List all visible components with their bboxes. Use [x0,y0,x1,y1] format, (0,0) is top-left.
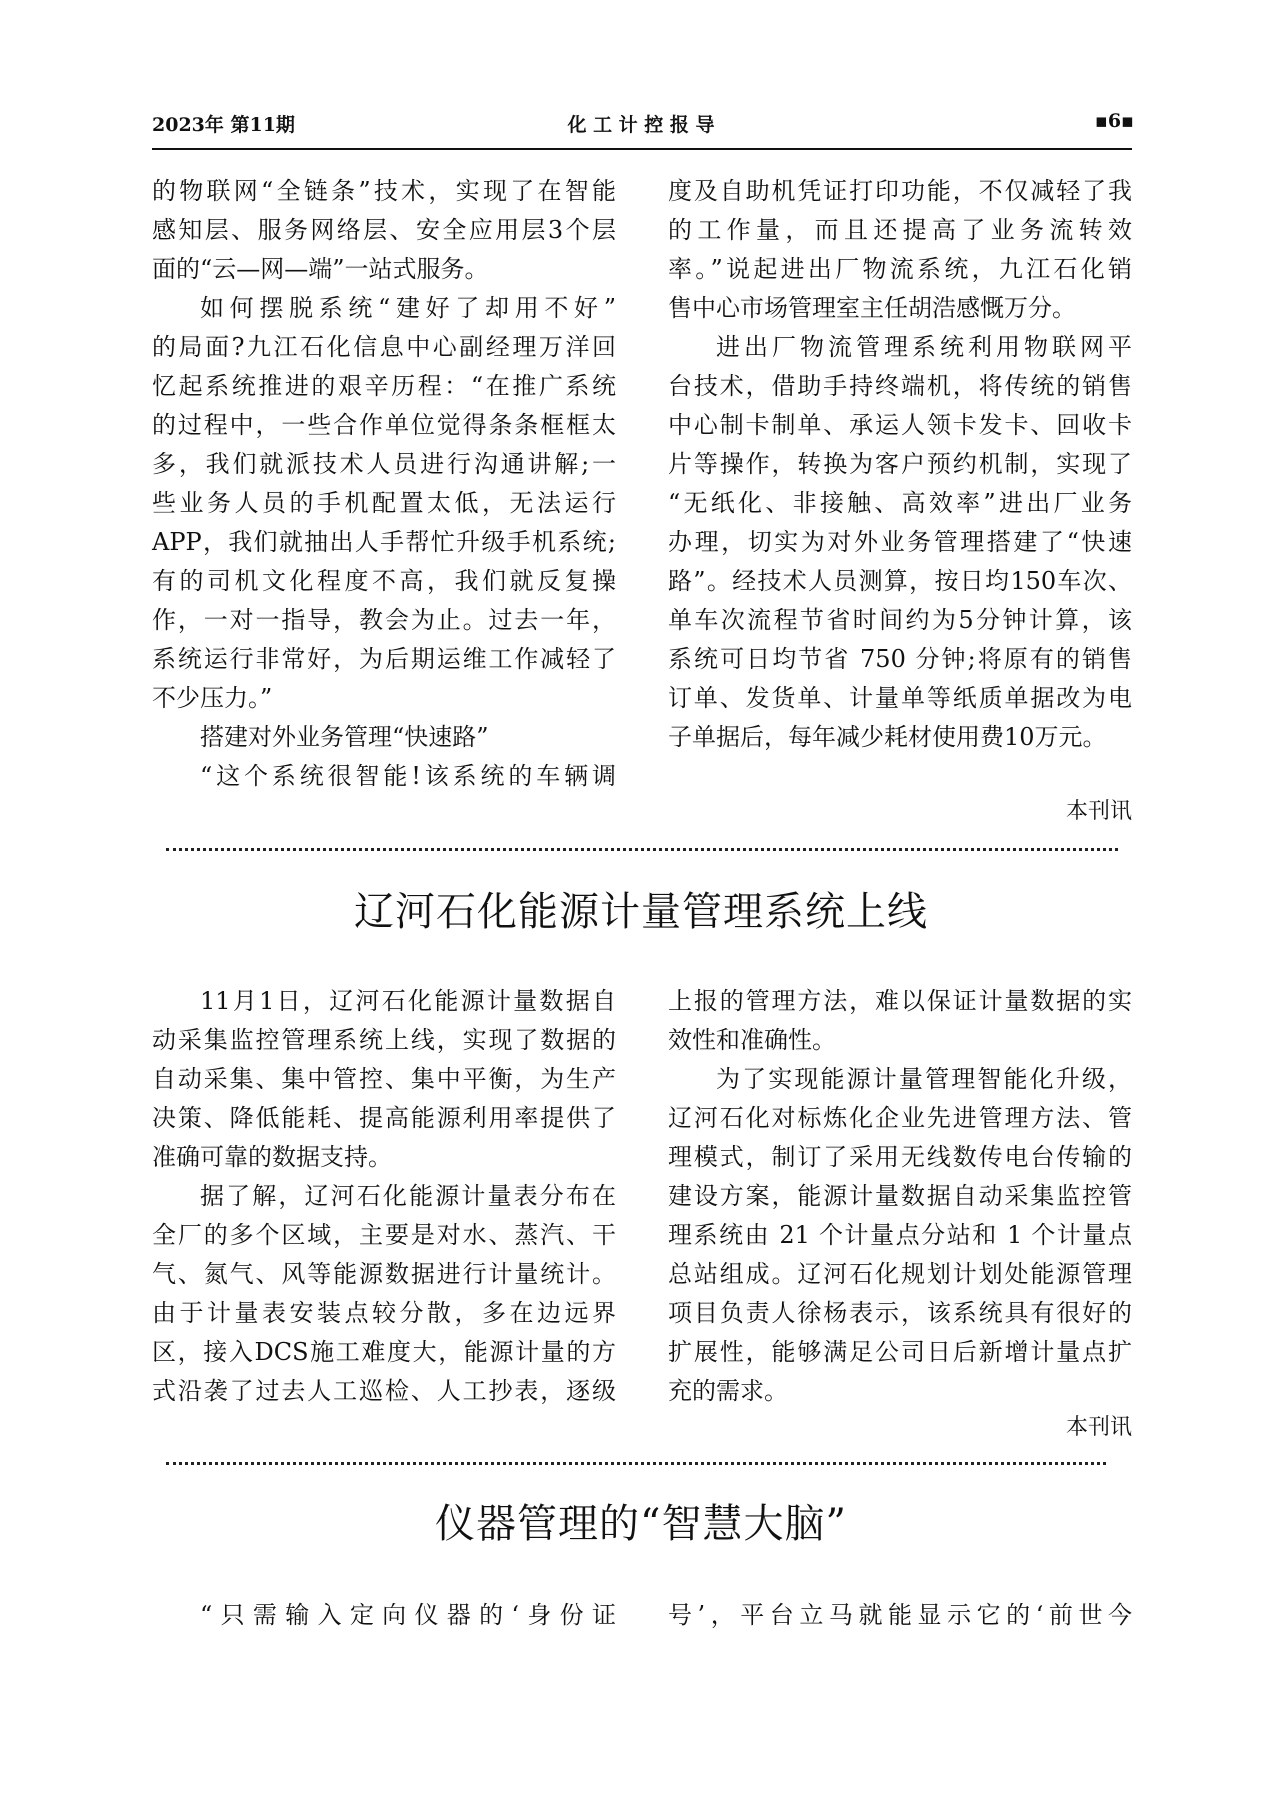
text-line: 中心制卡制单、承运人领卡发卡、回收卡 [668,411,1132,439]
text-line: 的工作量，而且还提高了业务流转效 [668,216,1132,244]
text-line: 据了解，辽河石化能源计量表分布在 [200,1182,616,1210]
text-line: 的过程中，一些合作单位觉得条条框框太 [152,411,616,439]
issue-label: 2023年 第11期 [152,114,295,136]
text-line: 动采集监控管理系统上线，实现了数据的 [152,1026,616,1054]
text-line: 决策、降低能耗、提高能源利用率提供了 [152,1104,616,1132]
text-line: 订单、发货单、计量单等纸质单据改为电 [668,684,1132,712]
text-line: 有的司机文化程度不高，我们就反复操 [152,567,616,595]
text-line: 度及自助机凭证打印功能，不仅减轻了我 [668,177,1132,205]
text-line: 总站组成。辽河石化规划计划处能源管理 [668,1260,1132,1288]
text-line: 售中心市场管理室主任胡浩感慨万分。 [668,294,1076,322]
text-line: 作，一对一指导，教会为止。过去一年， [152,606,616,634]
text-line: 扩展性，能够满足公司日后新增计量点扩 [668,1338,1132,1366]
journal-title: 化 工 计 控 报 导 [567,114,715,136]
text-line: 理系统由 21 个计量点分站和 1 个计量点 [668,1221,1132,1249]
text-line: 区，接入DCS施工难度大，能源计量的方 [152,1338,616,1366]
text-line: 面的“云—网—端”一站式服务。 [152,255,489,283]
text-line: 多，我们就派技术人员进行沟通讲解;一 [152,450,616,478]
page-number: ▪6▪ [1095,110,1134,132]
section-divider [166,1462,1106,1465]
text-line: 准确可靠的数据支持。 [152,1143,392,1171]
text-line: 的物联网“全链条”技术，实现了在智能 [152,177,616,205]
text-line: 不少压力。” [152,684,273,712]
article1-right-column [668,172,1132,757]
subheading: 搭建对外业务管理“快速路” [200,723,489,751]
text-line: “这个系统很智能!该系统的车辆调 [200,762,616,790]
text-line: 项目负责人徐杨表示，该系统具有很好的 [668,1299,1132,1327]
text-line: 充的需求。 [668,1377,788,1405]
text-line: 率。”说起进出厂物流系统，九江石化销 [668,255,1132,283]
article3-title: 仪器管理的“智慧大脑” [435,1501,847,1547]
text-line: 理模式，制订了采用无线数传电台传输的 [668,1143,1132,1171]
text-line: 系统运行非常好，为后期运维工作减轻了 [152,645,616,673]
text-line: 自动采集、集中管控、集中平衡，为生产 [152,1065,616,1093]
text-line: 系统可日均节省 750 分钟;将原有的销售 [668,645,1132,673]
article1-source: 本刊讯 [1065,799,1132,824]
text-line: 单车次流程节省时间约为5分钟计算，该 [668,606,1132,634]
text-line: 式沿袭了过去人工巡检、人工抄表，逐级 [152,1377,616,1405]
article2-source: 本刊讯 [1065,1415,1132,1440]
section-divider [166,848,1118,851]
text-line: 辽河石化对标炼化企业先进管理方法、管 [668,1104,1132,1132]
text-line: 路”。经技术人员测算，按日均150车次、 [668,567,1132,595]
text-line: “只需输入定向仪器的‘身份证 [200,1601,616,1629]
text-line: 片等操作，转换为客户预约机制，实现了 [668,450,1132,478]
article2-right-column [668,982,1132,1411]
header-rule [152,148,1132,150]
text-line: 忆起系统推进的艰辛历程：“在推广系统 [152,372,616,400]
text-line: 感知层、服务网络层、安全应用层3个层 [152,216,616,244]
text-line: 上报的管理方法，难以保证计量数据的实 [668,987,1132,1015]
article3-left-column [152,1596,616,1635]
text-line: 如何摆脱系统“建好了却用不好” [200,294,616,322]
article3-right-column [668,1596,1132,1635]
text-line: 子单据后，每年减少耗材使用费10万元。 [668,723,1107,751]
text-line: 号’，平台立马就能显示它的‘前世今 [668,1601,1132,1629]
text-line: APP，我们就抽出人手帮忙升级手机系统; [152,528,616,556]
text-line: 办理，切实为对外业务管理搭建了“快速 [668,528,1132,556]
article1-left-column [152,172,616,796]
text-line: 建设方案，能源计量数据自动采集监控管 [668,1182,1132,1210]
text-line: 由于计量表安装点较分散，多在边远界 [152,1299,616,1327]
text-line: 效性和准确性。 [668,1026,836,1054]
text-line: 台技术，借助手持终端机，将传统的销售 [668,372,1132,400]
text-line: 为了实现能源计量管理智能化升级， [716,1065,1132,1093]
text-line: 全厂的多个区域，主要是对水、蒸汽、干 [152,1221,616,1249]
text-line: 些业务人员的手机配置太低，无法运行 [152,489,616,517]
text-line: 气、氮气、风等能源数据进行计量统计。 [152,1260,616,1288]
text-line: “无纸化、非接触、高效率”进出厂业务 [668,489,1132,517]
text-line: 的局面?九江石化信息中心副经理万洋回 [152,333,616,361]
article2-left-column [152,982,616,1411]
article2-title: 辽河石化能源计量管理系统上线 [354,889,928,935]
text-line: 11月1日，辽河石化能源计量数据自 [200,987,616,1015]
text-line: 进出厂物流管理系统利用物联网平 [716,333,1132,361]
